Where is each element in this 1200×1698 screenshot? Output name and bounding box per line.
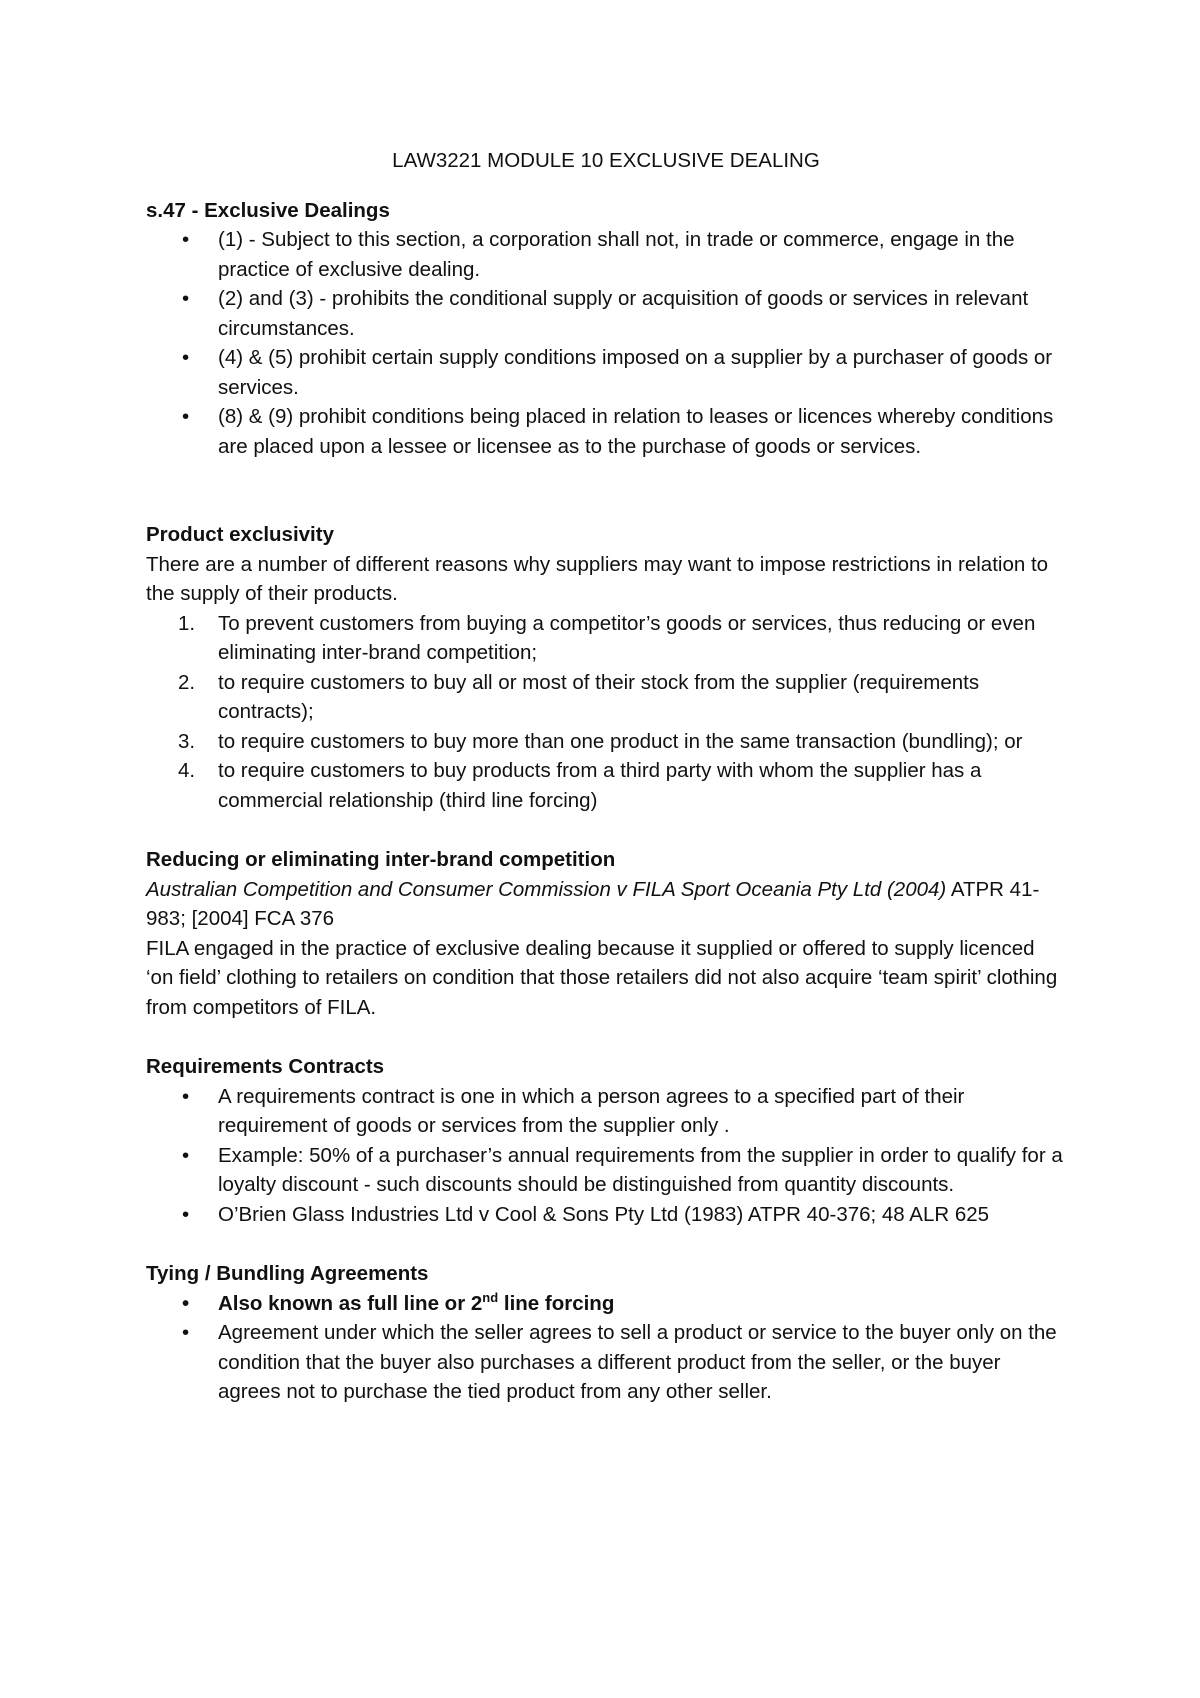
list-item: • Agreement under which the seller agrees to sell a product or service to the buyer only on the condition that the buyer also purchases a different product from the seller, or the buyer agrees not to purchase the tied product from any other seller. [146, 1318, 1066, 1407]
case-citation [146, 875, 1066, 934]
section-s47 [146, 196, 1066, 462]
list-number: 4. [178, 759, 196, 782]
case-name: Australian Competition and Consumer Commission v FILA Sport Oceania Pty Ltd (2004) [146, 877, 947, 901]
list-item-text: To prevent customers from buying a competitor’s goods or services, thus reducing or even eliminating inter-brand competition; [218, 611, 1036, 664]
case-reference: ATPR 41-983; [2004] FCA 376 [146, 877, 1040, 930]
list-item-text: line forcing [498, 1291, 615, 1315]
case-summary: FILA engaged in the practice of exclusive dealing because it supplied or offered to supply licenced ‘on field’ clothing to retailers on condition that those retailers did not also acquire ‘team spirit’ clothing from competitors of FILA. [146, 936, 1058, 1019]
list-item-text: to require customers to buy products from a third party with whom the supplier has a commercial relationship (third line forcing) [218, 759, 982, 812]
product-reasons-list [146, 609, 1066, 816]
spacer [146, 1229, 1066, 1259]
section-product-exclusivity [146, 520, 1066, 815]
list-item-text: to require customers to buy more than one product in the same transaction (bundling); or [218, 729, 1023, 753]
section-heading-requirements-contracts: Requirements Contracts [146, 1055, 385, 1078]
tying-list [146, 1289, 1066, 1407]
section-heading-product-exclusivity: Product exclusivity [146, 523, 334, 546]
list-item: • (8) & (9) prohibit conditions being placed in relation to leases or licences whereby conditions are placed upon a lessee or licensee as to the purchase of goods or services. [146, 402, 1066, 461]
list-item [146, 756, 1066, 815]
spacer [146, 815, 1066, 845]
list-number: 2. [178, 670, 196, 694]
spacer [146, 461, 1066, 520]
section-heading-s47: s.47 - Exclusive Dealings [146, 198, 390, 222]
section-requirements-contracts [146, 1052, 1066, 1229]
ordinal-suffix: nd [482, 1289, 499, 1305]
spacer [146, 1022, 1066, 1052]
section-inter-brand [146, 845, 1066, 1022]
list-item: • Example: 50% of a purchaser’s annual requirements from the supplier in order to qualify for a loyalty discount - such discounts should be distinguished from quantity discounts. [146, 1141, 1066, 1200]
list-item-text: to require customers to buy all or most of their stock from the supplier (requirements contracts); [218, 670, 980, 723]
list-item [146, 668, 1066, 727]
list-item: • A requirements contract is one in which a person agrees to a specified part of their requirement of goods or services from the supplier only . [146, 1082, 1066, 1141]
list-item [146, 727, 1066, 757]
product-intro: There are a number of different reasons why suppliers may want to impose restrictions in relation to the supply of their products. [146, 552, 1049, 605]
list-item: • (2) and (3) - prohibits the conditional supply or acquisition of goods or services in relevant circumstances. [146, 284, 1066, 343]
list-item [146, 609, 1066, 668]
requirements-list [146, 1082, 1066, 1230]
section-heading-inter-brand: Reducing or eliminating inter-brand competition [146, 848, 616, 871]
list-item [146, 1289, 1066, 1319]
list-item: • O’Brien Glass Industries Ltd v Cool & Sons Pty Ltd (1983) ATPR 40-376; 48 ALR 625 [146, 1200, 1066, 1230]
section-heading-tying-bundling: Tying / Bundling Agreements [146, 1262, 429, 1285]
s47-list [146, 225, 1066, 461]
list-item: • (4) & (5) prohibit certain supply conditions imposed on a supplier by a purchaser of goods or services. [146, 343, 1066, 402]
document-title: LAW3221 MODULE 10 EXCLUSIVE DEALING [392, 149, 820, 172]
list-item: • (1) - Subject to this section, a corporation shall not, in trade or commerce, engage in the practice of exclusive dealing. [146, 225, 1066, 284]
section-tying-bundling [146, 1259, 1066, 1407]
list-item-text: Also known as full line or 2 [218, 1291, 483, 1315]
list-number: 3. [178, 729, 196, 753]
list-number: 1. [178, 611, 196, 635]
document-page [146, 146, 1066, 1407]
